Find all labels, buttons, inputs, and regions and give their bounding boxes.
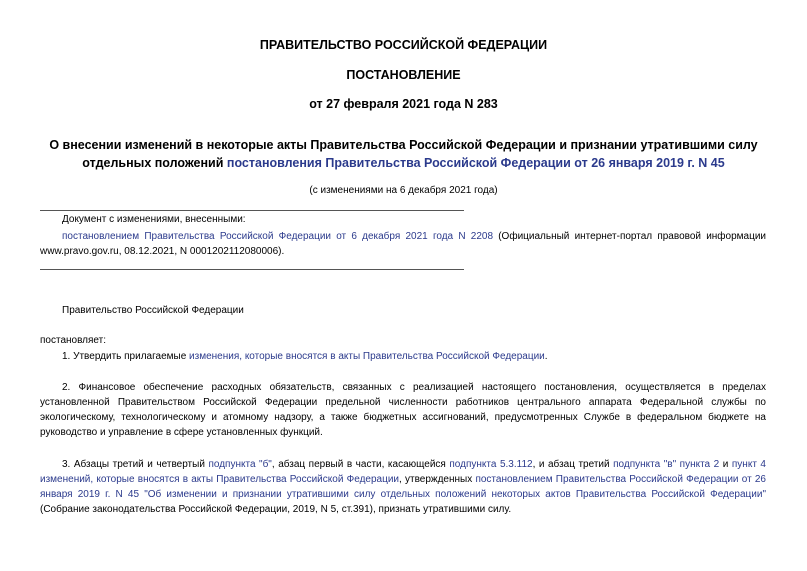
changes-reference [40, 229, 766, 259]
paragraph-2: 2. Финансовое обеспечение расходных обязательств, связанных с реализацией настоящего постановления, осуществляется в пределах установленной Правительством Российской Федерации предельной численности работников центрального аппарата Федеральной службы по экологическому, технологическому и атомному надзору, а также бюджетных ассигнований, предусмотренных Службе в федеральном бюджете на руководство и управление в сфере установленных функций. [40, 382, 766, 438]
document-date: от 27 февраля 2021 года N 283 [309, 97, 498, 111]
government-name: ПРАВИТЕЛЬСТВО РОССИЙСКОЙ ФЕДЕРАЦИИ [259, 38, 548, 52]
revision-note: (с изменениями на 6 декабря 2021 года) [309, 185, 498, 196]
changes-source: (Официальный интернет-портал правовой информации www.pravo.gov.ru, 08.12.2021, N 0001202112080006). [40, 231, 766, 257]
document-title [40, 136, 767, 172]
p3-link-2[interactable]: подпункта 5.3.112 [449, 459, 533, 470]
p3-text-f: (Собрание законодательства Российской Федерации, 2019, N 5, ст.391), признать утратившими силу. [40, 504, 512, 515]
p3-text-e: , утвержденных [399, 474, 476, 485]
p3-text-c: , и абзац третий [532, 459, 614, 470]
p1-link[interactable]: изменения, которые вносятся в акты Правительства Российской Федерации [189, 351, 545, 362]
changes-heading: Документ с изменениями, внесенными: [62, 214, 246, 225]
title-text: О внесении изменений в некоторые акты Правительства Российской Федерации и признании утратившими силу отдельных положений [49, 138, 758, 170]
p1-end: . [544, 351, 548, 362]
document-type: ПОСТАНОВЛЕНИЕ [346, 68, 461, 82]
divider-top [40, 210, 464, 211]
title-link[interactable]: постановления Правительства Российской Федерации от 26 января 2019 г. N 45 [226, 156, 725, 170]
p1-text: 1. Утвердить прилагаемые [62, 351, 190, 362]
p3-link-5[interactable]: постановлением Правительства Российской Федерации от 26 января 2019 г. N 45 "Об изменении и признании утратившими силу отдельных положений некоторых актов Правительства Российской Федерации" [40, 474, 766, 500]
divider-bottom [40, 269, 464, 270]
p3-link-3[interactable]: подпункта "в" пункта 2 [613, 459, 720, 470]
p3-text-d: и [719, 459, 732, 470]
issuer: Правительство Российской Федерации [62, 305, 244, 316]
paragraph-3 [40, 457, 766, 517]
paragraph-1 [40, 349, 766, 364]
p3-link-1[interactable]: подпункта "б" [208, 459, 272, 470]
p3-link-4[interactable]: пункт 4 изменений, которые вносятся в акты Правительства Российской Федерации [40, 459, 766, 485]
decrees: постановляет: [40, 335, 107, 346]
changes-link[interactable]: постановлением Правительства Российской Федерации от 6 декабря 2021 года N 2208 [62, 231, 494, 242]
p3-text-a: 3. Абзацы третий и четвертый [62, 459, 209, 470]
p3-text-b: , абзац первый в части, касающейся [271, 459, 450, 470]
